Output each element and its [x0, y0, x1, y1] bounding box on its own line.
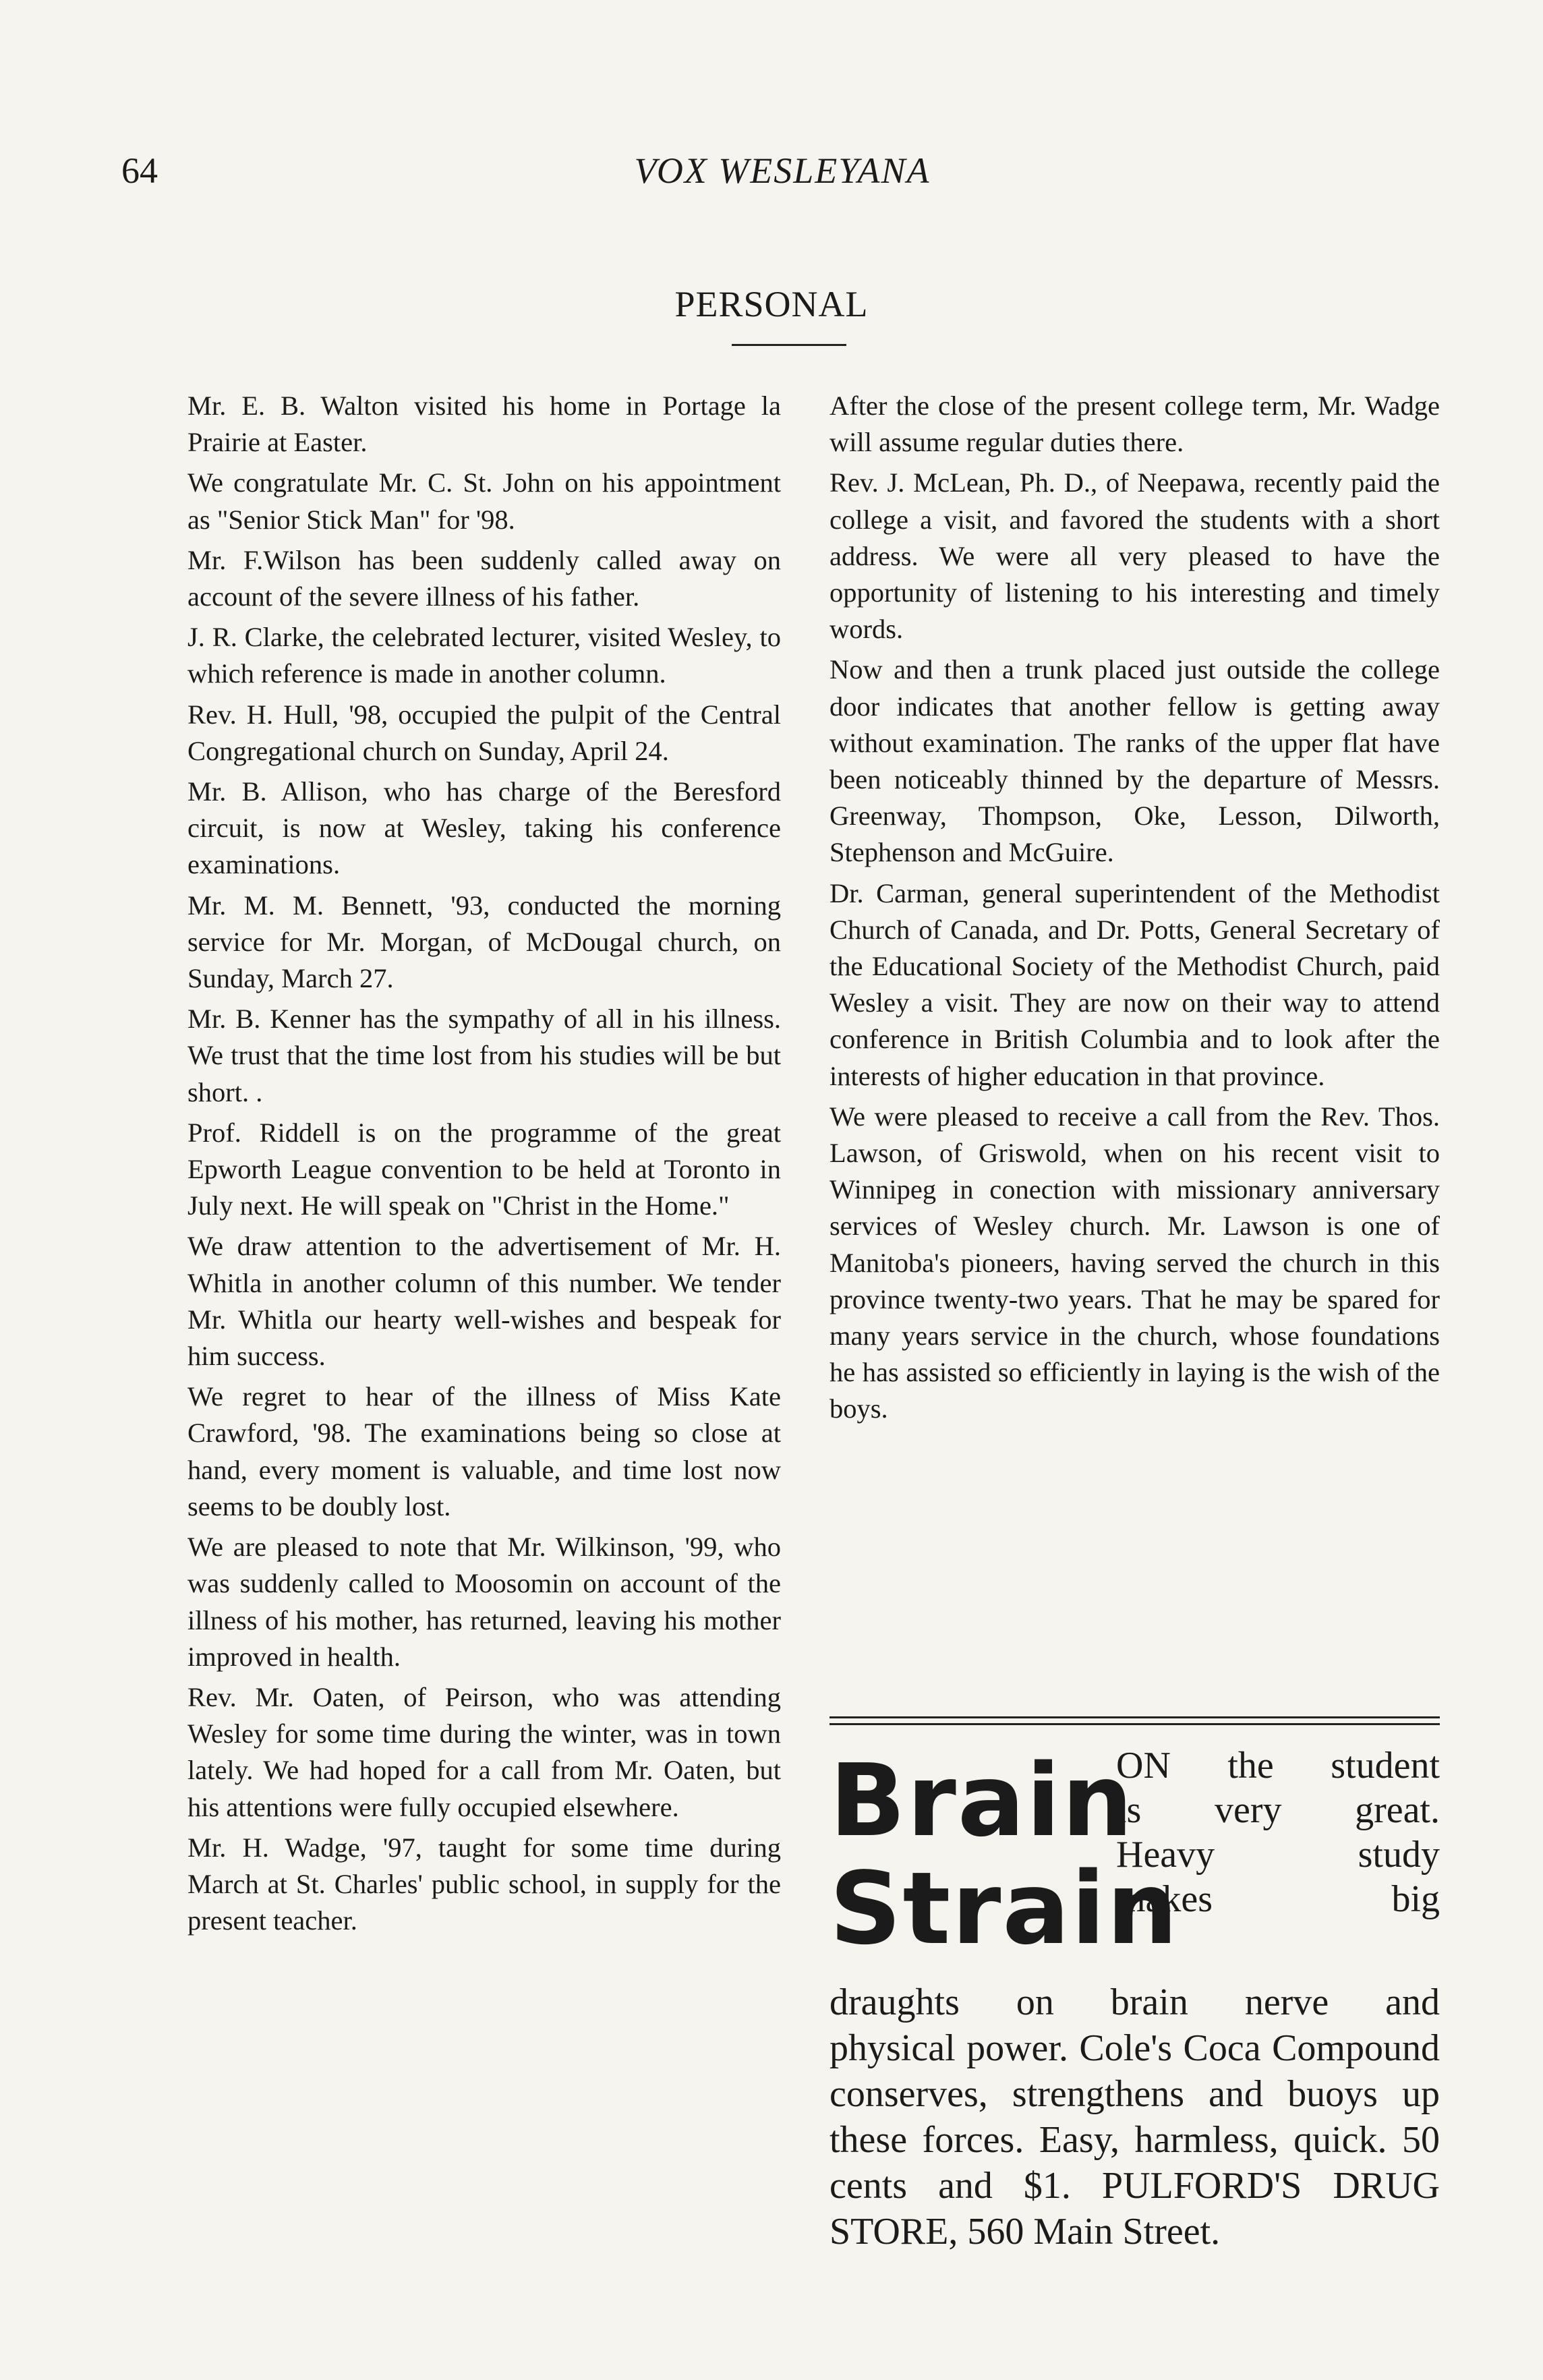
personal-item: Mr. H. Wadge, '97, taught for some time during March at St. Charles' public school, in supply for the present teacher.	[187, 1832, 781, 1936]
section-title-rule	[732, 344, 846, 346]
personal-item: Mr. E. B. Walton visited his home in Portage la Prairie at Easter.	[187, 390, 781, 458]
advertisement-heading	[829, 1743, 1440, 1979]
personal-item: Mr. M. M. Bennett, '93, conducted the morning service for Mr. Morgan, of McDougal church, on Sunday, March 27.	[187, 890, 781, 994]
personal-item: We regret to hear of the illness of Miss Kate Crawford, '98. The examinations being so close at hand, every moment is valuable, and time lost now seems to be doubly lost.	[187, 1381, 781, 1521]
advertisement	[829, 1743, 1440, 2255]
personal-item: Prof. Riddell is on the programme of the great Epworth League convention to be held at Toronto in July next. He will speak on "Christ in the Home."	[187, 1117, 781, 1221]
advertisement-double-rule	[829, 1716, 1440, 1730]
ad-headline-brain: Brain	[829, 1743, 1134, 1859]
personal-item: Mr. B. Kenner has the sympathy of all in his illness. We trust that the time lost from his studies will be but short. .	[187, 1004, 781, 1107]
personal-item: Dr. Carman, general superintendent of the Methodist Church of Canada, and Dr. Potts, General Secretary of the Educational Society of the Methodist Church, paid Wesley a visit. They are now on their way to attend conference in British Columbia and to look after the interests of higher education in that province.	[829, 877, 1440, 1091]
ad-side-line: makes big	[1116, 1878, 1440, 1920]
page-header	[121, 150, 1443, 204]
personal-item: After the close of the present college term, Mr. Wadge will assume regular duties there.	[829, 390, 1440, 458]
personal-item: Rev. H. Hull, '98, occupied the pulpit of the Central Congregational church on Sunday, April 24.	[187, 699, 781, 766]
personal-item: Rev. Mr. Oaten, of Peirson, who was attending Wesley for some time during the winter, was in town lately. We had hoped for a call from Mr. Oaten, but his attentions were fully occupied elsewhere.	[187, 1681, 781, 1822]
ad-body-text: physical power. Cole's Coca Compound conserves, strengthens and buoys up these forces. Easy, harmless, quick. 50 cents and $1. PULFORD'S DRUG STORE, 560 Main Street.	[829, 2027, 1440, 2253]
personal-item: We are pleased to note that Mr. Wilkinson, '99, who was suddenly called to Moosomin on account of the illness of his mother, has returned, leaving his mother improved in health.	[187, 1532, 781, 1672]
ad-side-line: ON the student	[1116, 1745, 1440, 1787]
right-column	[829, 388, 1440, 1432]
personal-item: J. R. Clarke, the celebrated lecturer, visited Wesley, to which reference is made in another column.	[187, 622, 781, 689]
ad-side-line: is very great.	[1116, 1789, 1440, 1831]
personal-item: We draw attention to the advertisement of Mr. H. Whitla in another column of this number. We tender Mr. Whitla our hearty well-wishes and bespeak for him success.	[187, 1231, 781, 1372]
ad-side-line: Heavy study	[1116, 1834, 1440, 1876]
running-title: VOX WESLEYANA	[634, 150, 931, 191]
personal-item: We congratulate Mr. C. St. John on his appointment as "Senior Stick Man" for '98.	[187, 467, 781, 535]
left-column	[187, 388, 781, 1943]
personal-item: Mr. B. Allison, who has charge of the Beresford circuit, is now at Wesley, taking his conference examinations.	[187, 776, 781, 880]
section-title: PERSONAL	[674, 284, 869, 324]
ad-body-first-line: draughts on brain nerve and	[829, 1981, 1440, 2023]
page-number: 64	[121, 150, 158, 191]
personal-item: We were pleased to receive a call from the Rev. Thos. Lawson, of Griswold, when on his recent visit to Winnipeg in conection with missionary anniversary services of Wesley church. Mr. Lawson is one of Manitoba's pioneers, having served the church in this province twenty-two years. That he may be spared for many years service in the church, whose foundations he has assisted so efficiently in laying is the wish of the boys.	[829, 1101, 1440, 1424]
ad-side-text	[1116, 1743, 1440, 1921]
personal-item: Rev. J. McLean, Ph. D., of Neepawa, recently paid the college a visit, and favored the students with a short address. We were all very pleased to have the opportunity of listening to his interesting and timely words.	[829, 467, 1440, 645]
personal-item: Mr. F.Wilson has been suddenly called away on account of the severe illness of his father.	[187, 544, 781, 612]
personal-item: Now and then a trunk placed just outside the college door indicates that another fellow is getting away without examination. The ranks of the upper flat have been noticeably thinned by the departure of Messrs. Greenway, Thompson, Oke, Lesson, Dilworth, Stephenson and McGuire.	[829, 654, 1440, 868]
ad-headline-strain: Strain	[829, 1851, 1180, 1967]
